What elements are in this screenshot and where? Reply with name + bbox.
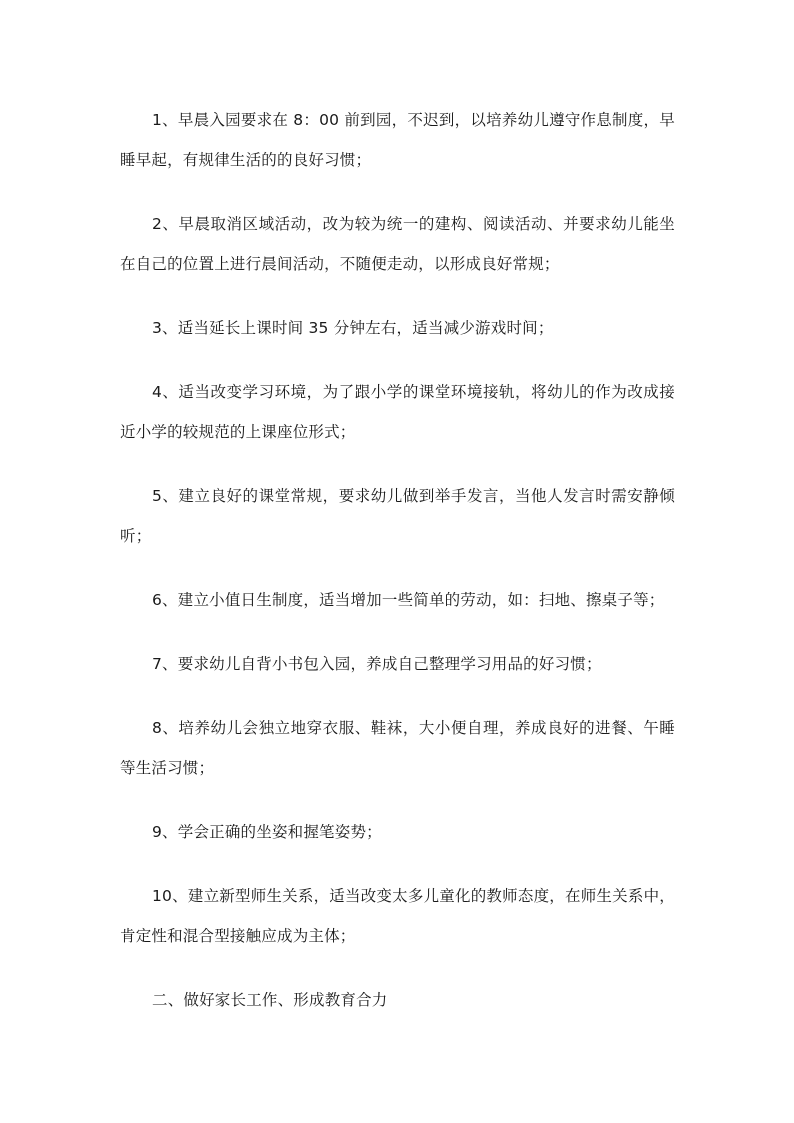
paragraph-item-4: 4、适当改变学习环境，为了跟小学的课堂环境接轨，将幼儿的作为改成接近小学的较规范的上课座位形式； [120,383,675,441]
document-page [120,100,675,1044]
paragraph-item-7: 7、要求幼儿自背小书包入园，养成自己整理学习用品的好习惯； [152,655,602,673]
paragraph-item-1: 1、早晨入园要求在 8：00 前到园，不迟到，以培养幼儿遵守作息制度，早睡早起，有规律生活的的良好习惯； [120,111,675,169]
paragraph-item-10: 10、建立新型师生关系，适当改变太多儿童化的教师态度，在师生关系中，肯定性和混合型接触应成为主体； [120,887,675,945]
paragraph-item-2: 2、早晨取消区域活动，改为较为统一的建构、阅读活动、并要求幼儿能坐在自己的位置上进行晨间活动，不随便走动，以形成良好常规； [120,215,675,273]
paragraph-item-3: 3、适当延长上课时间 35 分钟左右，适当减少游戏时间； [152,319,554,337]
paragraph-item-5: 5、建立良好的课堂常规，要求幼儿做到举手发言，当他人发言时需安静倾听； [120,487,675,545]
paragraph-item-9: 9、学会正确的坐姿和握笔姿势； [152,823,382,841]
paragraph-item-8: 8、培养幼儿会独立地穿衣服、鞋袜，大小便自理，养成良好的进餐、午睡等生活习惯； [120,719,675,777]
paragraph-item-6: 6、建立小值日生制度，适当增加一些简单的劳动，如：扫地、擦桌子等； [152,591,665,609]
section-heading: 二、做好家长工作、形成教育合力 [152,991,388,1009]
